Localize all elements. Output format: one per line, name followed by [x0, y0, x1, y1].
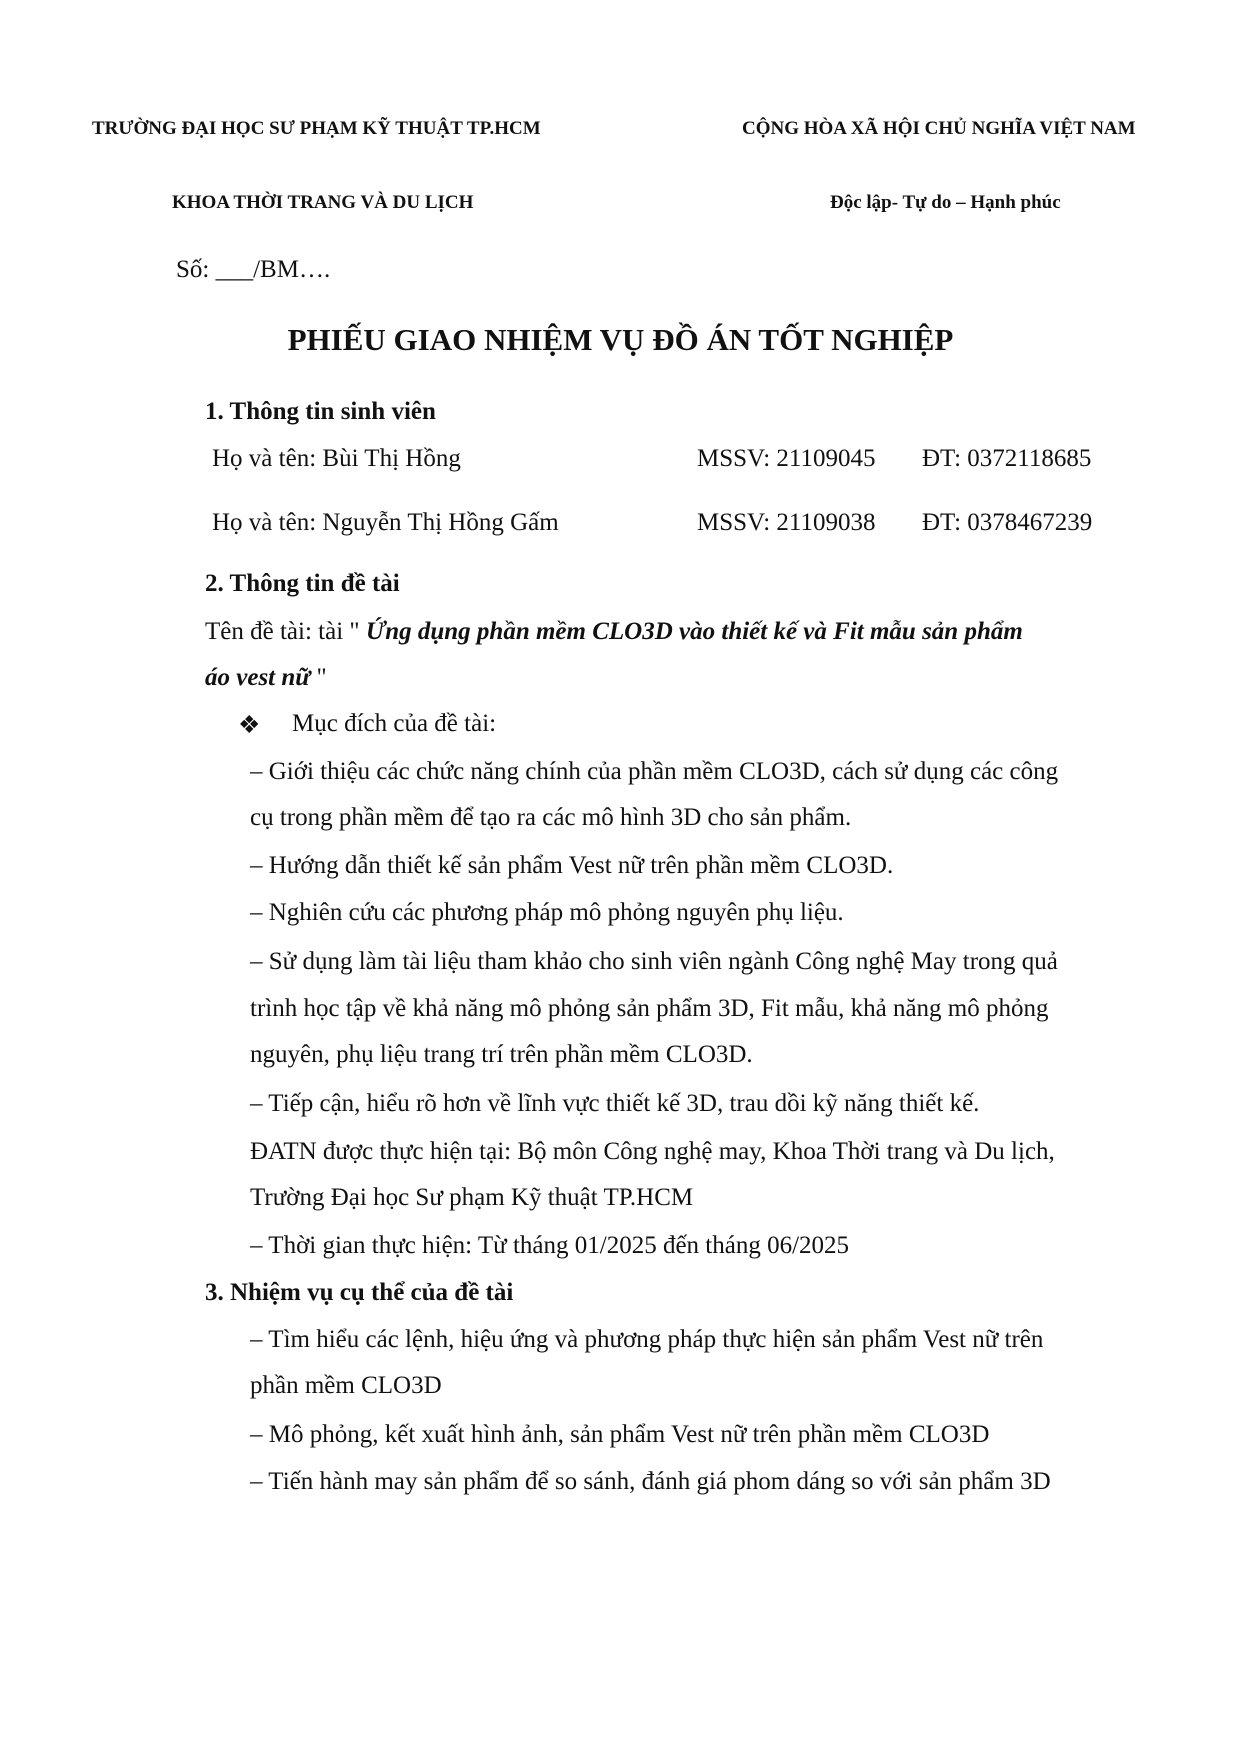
document-number: Số: ___/BM…. — [176, 256, 331, 283]
purpose-item: – Nghiên cứu các phương pháp mô phỏng nguyên phụ liệu. — [250, 899, 844, 926]
document-title: PHIẾU GIAO NHIỆM VỤ ĐỒ ÁN TỐT NGHIỆP — [287, 322, 954, 357]
task-item: phần mềm CLO3D — [250, 1372, 442, 1399]
topic-title-part-2: áo vest nữ — [205, 664, 311, 691]
topic-line-1 — [205, 618, 1023, 646]
purpose-item: – Tiếp cận, hiểu rõ hơn về lĩnh vực thiết kế 3D, trau dồi kỹ năng thiết kế. — [250, 1090, 980, 1117]
faculty-name: KHOA THỜI TRANG VÀ DU LỊCH — [172, 192, 474, 213]
purpose-item: cụ trong phần mềm để tạo ra các mô hình 3D cho sản phẩm. — [250, 804, 852, 831]
purpose-item: trình học tập về khả năng mô phỏng sản phẩm 3D, Fit mẫu, khả năng mô phỏng — [250, 995, 1049, 1022]
section-2-heading: 2. Thông tin đề tài — [205, 570, 400, 597]
topic-suffix: " — [310, 664, 327, 691]
republic-name: CỘNG HÒA XÃ HỘI CHỦ NGHĨA VIỆT NAM — [742, 118, 1136, 139]
task-item: – Mô phỏng, kết xuất hình ảnh, sản phẩm Vest nữ trên phần mềm CLO3D — [250, 1421, 990, 1448]
location-line: Trường Đại học Sư phạm Kỹ thuật TP.HCM — [250, 1184, 694, 1211]
topic-prefix: Tên đề tài: tài " — [205, 618, 360, 645]
section-1-heading: 1. Thông tin sinh viên — [205, 398, 436, 425]
topic-title-part-1: Ứng dụng phần mềm CLO3D vào thiết kế và Fit mẫu sản phẩm — [359, 618, 1023, 645]
student-1-mssv: MSSV: 21109045 — [697, 445, 876, 472]
purpose-item: – Sử dụng làm tài liệu tham khảo cho sinh viên ngành Công nghệ May trong quả — [250, 948, 1058, 975]
national-motto: Độc lập- Tự do – Hạnh phúc — [830, 192, 1061, 213]
student-1-phone: ĐT: 0372118685 — [922, 445, 1092, 472]
task-item: – Tìm hiểu các lệnh, hiệu ứng và phương pháp thực hiện sản phẩm Vest nữ trên — [250, 1326, 1044, 1353]
section-3-heading: 3. Nhiệm vụ cụ thể của đề tài — [205, 1279, 514, 1306]
task-item: – Tiến hành may sản phẩm để so sánh, đánh giá phom dáng so với sản phẩm 3D — [250, 1468, 1051, 1495]
student-2-name: Họ và tên: Nguyễn Thị Hồng Gấm — [212, 509, 559, 536]
topic-line-2 — [205, 664, 327, 692]
purpose-label: Mục đích của đề tài: — [292, 710, 497, 737]
duration-line: – Thời gian thực hiện: Từ tháng 01/2025 đến tháng 06/2025 — [250, 1232, 850, 1259]
purpose-item: – Hướng dẫn thiết kế sản phẩm Vest nữ trên phần mềm CLO3D. — [250, 852, 894, 879]
location-line: ĐATN được thực hiện tại: Bộ môn Công nghệ may, Khoa Thời trang và Du lịch, — [250, 1138, 1055, 1165]
purpose-item: nguyên, phụ liệu trang trí trên phần mềm CLO3D. — [250, 1041, 753, 1068]
student-1-name: Họ và tên: Bùi Thị Hồng — [212, 445, 461, 472]
purpose-item: – Giới thiệu các chức năng chính của phần mềm CLO3D, cách sử dụng các công — [250, 758, 1059, 785]
diamond-bullet-icon: ❖ — [238, 712, 261, 739]
school-name: TRƯỜNG ĐẠI HỌC SƯ PHẠM KỸ THUẬT TP.HCM — [92, 118, 541, 139]
student-2-mssv: MSSV: 21109038 — [697, 509, 876, 536]
student-2-phone: ĐT: 0378467239 — [922, 509, 1093, 536]
